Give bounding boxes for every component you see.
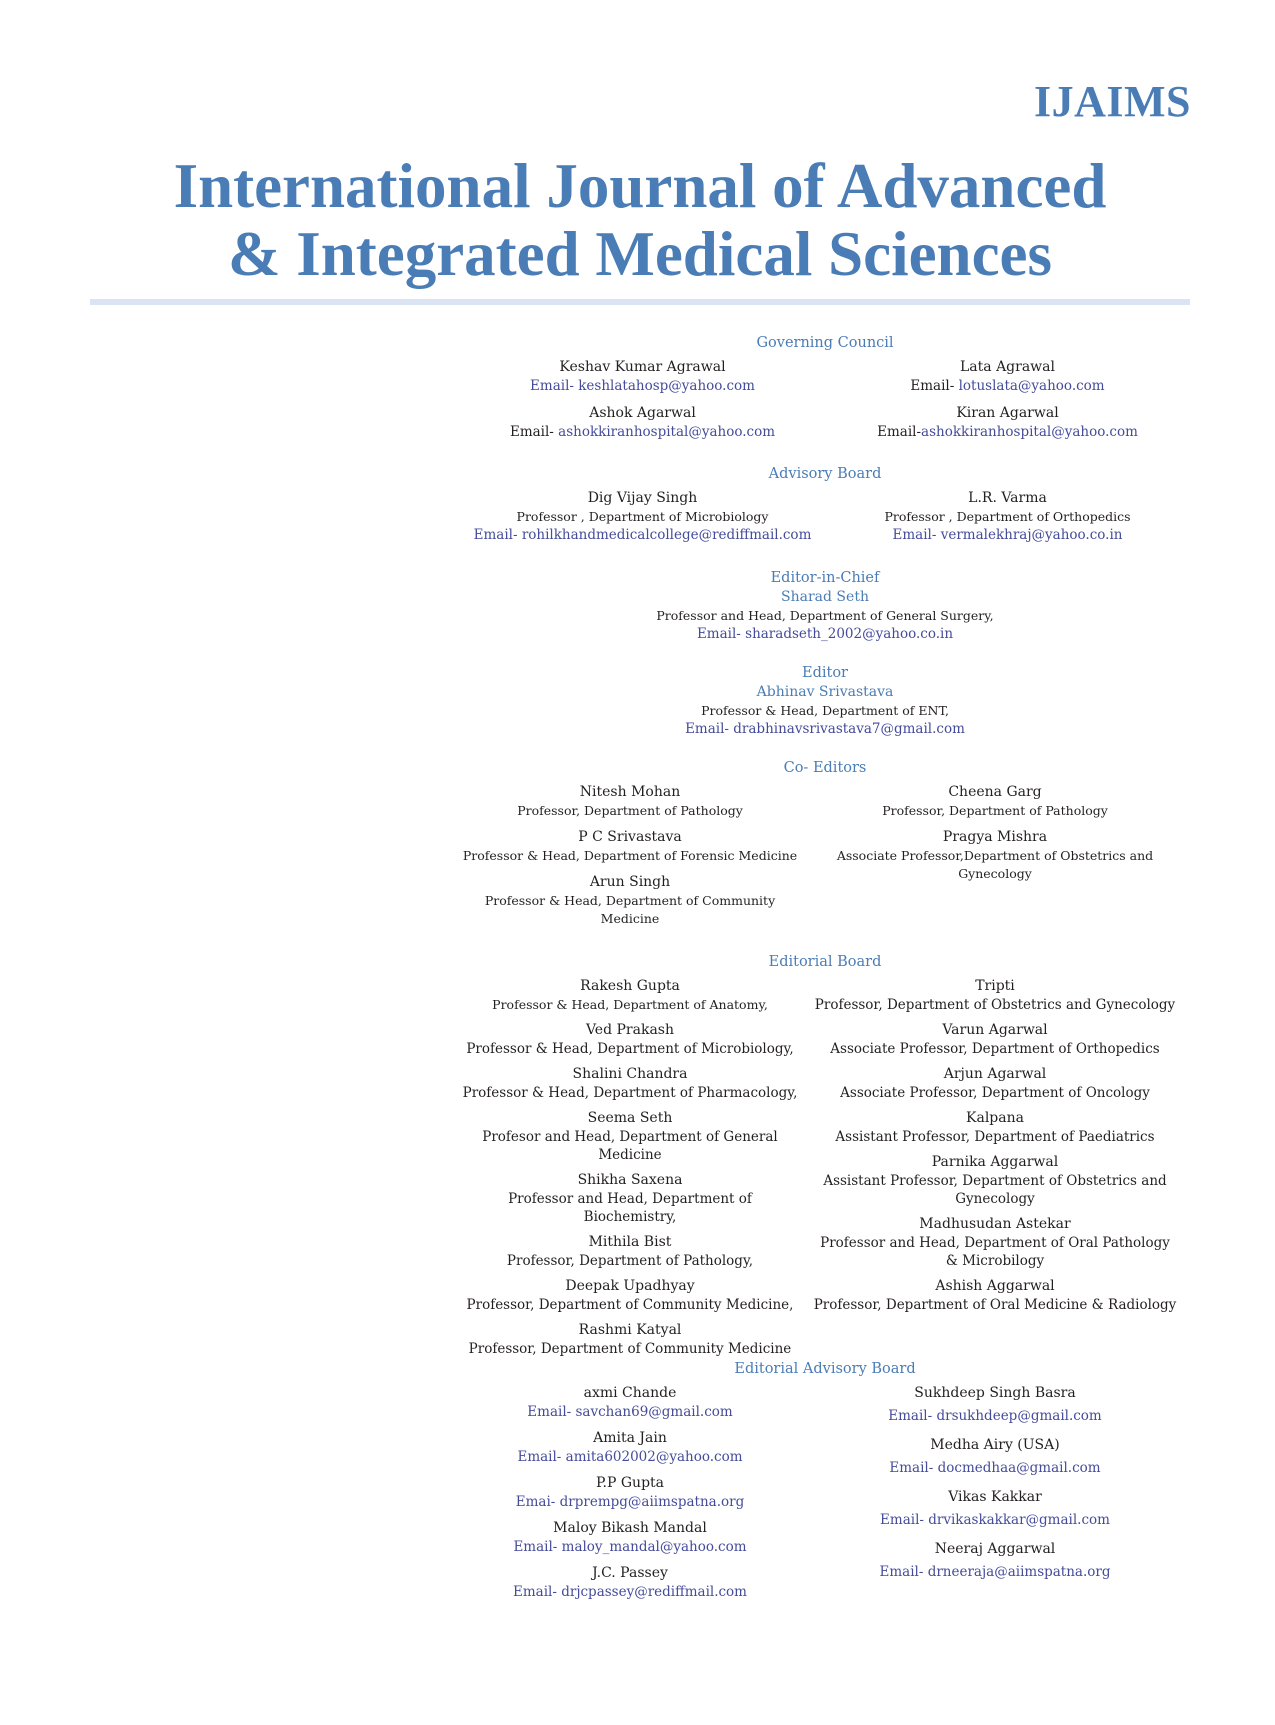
member-name: Shalini Chandra [572, 1066, 688, 1082]
email-label: Email- [509, 424, 554, 440]
editorial-board-right [800, 977, 1190, 1364]
editor-in-chief-section [460, 568, 1190, 644]
editorial-board-section [460, 952, 1190, 1364]
section-title: Editor [802, 665, 848, 681]
member-role: Professor & Head, Department of Community Medicine [484, 893, 776, 926]
member-email-link[interactable]: drneeraja@aiimspatna.org [927, 1564, 1111, 1580]
member-name: Nitesh Mohan [579, 784, 681, 800]
member-role: Associate Professor, Department of Orthopedics [830, 1041, 1160, 1057]
member-email-line [800, 1511, 1190, 1530]
email-label: Email- [888, 1408, 933, 1424]
email-label: Email- [877, 424, 922, 440]
member-email-link[interactable]: drprempg@aiimspatna.org [559, 1494, 745, 1510]
journal-title [90, 152, 1190, 288]
email-label: Email- [527, 1404, 572, 1420]
member-name: Pragya Mishra [942, 829, 1048, 845]
member-name: Varun Agarwal [942, 1022, 1048, 1038]
section-title: Advisory Board [768, 466, 882, 482]
email-label: Email- [889, 1460, 934, 1476]
editor-role: Professor & Head, Department of ENT, [701, 703, 949, 718]
member-name: Medha Airy (USA) [930, 1437, 1060, 1453]
member-role: Professor & Head, Department of Forensic Medicine [462, 848, 798, 863]
member-email-link[interactable]: ashokkiranhospital@yahoo.com [558, 424, 776, 440]
member-email-link[interactable]: rohilkhandmedicalcollege@rediffmail.com [521, 527, 812, 543]
member-role: Professor, Department of Obstetrics and Gynecology [814, 997, 1176, 1013]
member-role: Professor & Head, Department of Pharmacology, [462, 1085, 798, 1101]
member-email-line [800, 1459, 1190, 1478]
section-title: Editor-in-Chief [770, 570, 880, 586]
member-name: Arjun Agarwal [943, 1066, 1047, 1082]
member-role: Professor, Department of Pathology, [506, 1253, 754, 1269]
member-role: Professor, Department of Pathology [882, 803, 1108, 818]
email-label: Email- [513, 1584, 557, 1600]
section-title: Editorial Advisory Board [734, 1361, 916, 1377]
member-name: Kalpana [966, 1110, 1024, 1126]
member-email-line [800, 1407, 1190, 1426]
member-role: Professor, Department of Pathology [517, 803, 743, 818]
editorial-advisory-right [800, 1384, 1190, 1608]
editorial-advisory-left [460, 1384, 800, 1608]
member-email-link[interactable]: drabhinavsrivastava7@gmail.com [733, 721, 965, 737]
member-name: Arun Singh [589, 874, 671, 890]
title-line-2: & Integrated Medical Sciences [227, 219, 1053, 289]
member-name: Vikas Kakkar [948, 1489, 1042, 1505]
member-name: Mithila Bist [588, 1234, 672, 1250]
member-email-link[interactable]: drjcpassey@rediffmail.com [561, 1584, 747, 1600]
member-email-line [825, 377, 1190, 396]
advisory-board-left [460, 489, 825, 545]
member-email-line [460, 1493, 800, 1512]
member-name: P C Srivastava [578, 829, 682, 845]
member-role: Profesor and Head, Department of General Medicine [482, 1129, 778, 1163]
member-email-line [460, 526, 825, 545]
member-email-line [460, 1448, 800, 1467]
member-role: Associate Professor,Department of Obstetrics and Gynecology [836, 848, 1154, 881]
title-line-1: International Journal of Advanced [173, 151, 1107, 221]
email-label: Emai- [515, 1494, 556, 1510]
member-name: Rashmi Katyal [578, 1322, 682, 1338]
member-email-line [460, 1538, 800, 1557]
email-label: Email- [892, 527, 937, 543]
member-name: Deepak Upadhyay [565, 1278, 695, 1294]
email-label: Email- [880, 1512, 924, 1528]
member-email-link[interactable]: savchan69@gmail.com [575, 1404, 733, 1420]
member-name: Cheena Garg [948, 784, 1042, 800]
email-label: Email- [517, 1449, 562, 1465]
member-role: Professor , Department of Microbiology [516, 509, 769, 524]
editor-in-chief-role: Professor and Head, Department of General Surgery, [656, 608, 994, 623]
email-label: Email- [530, 378, 574, 394]
email-label: Email- [513, 1539, 558, 1555]
co-editors-section [460, 758, 1190, 934]
member-email-line [460, 720, 1190, 739]
member-name: P.P Gupta [595, 1475, 665, 1491]
member-role: Assistant Professor, Department of Paediatrics [835, 1129, 1155, 1145]
member-email-line [825, 423, 1190, 442]
editorial-board-left [460, 977, 800, 1364]
email-label: Email- [910, 378, 955, 394]
member-role: Associate Professor, Department of Oncology [840, 1085, 1150, 1101]
member-email-link[interactable]: vermalekhraj@yahoo.co.in [940, 527, 1123, 543]
governing-council-left [460, 358, 825, 448]
member-name: Dig Vijay Singh [587, 490, 698, 506]
member-email-link[interactable]: drvikaskakkar@gmail.com [928, 1512, 1110, 1528]
editor-in-chief-name: Sharad Seth [781, 589, 869, 605]
governing-council-right [825, 358, 1190, 448]
member-name: Keshav Kumar Agrawal [559, 359, 726, 375]
member-name: Rakesh Gupta [580, 978, 680, 994]
member-role: Professor and Head, Department of Biochemistry, [508, 1191, 752, 1225]
member-name: Kiran Agarwal [956, 405, 1059, 421]
journal-logo: IJAIMS [1033, 77, 1191, 126]
member-name: Maloy Bikash Mandal [553, 1520, 707, 1536]
member-email-link[interactable]: drsukhdeep@gmail.com [936, 1408, 1102, 1424]
member-email-link[interactable]: keshlatahosp@yahoo.com [578, 378, 755, 394]
section-title: Governing Council [756, 335, 894, 351]
member-name: Lata Agrawal [960, 359, 1055, 375]
member-name: J.C. Passey [592, 1565, 668, 1581]
member-name: Seema Seth [587, 1110, 673, 1126]
member-name: Ashok Agarwal [589, 405, 696, 421]
email-label: Email- [473, 527, 518, 543]
advisory-board-right [825, 489, 1190, 545]
section-title: Co- Editors [783, 760, 867, 776]
email-label: Email- [879, 1564, 924, 1580]
advisory-board-section [460, 464, 1190, 545]
member-role: Professor, Department of Community Medicine, [466, 1297, 794, 1313]
member-email-link[interactable]: docmedhaa@gmail.com [937, 1460, 1101, 1476]
member-email-link[interactable]: ashokkiranhospital@yahoo.com [921, 424, 1138, 440]
member-role: Professor and Head, Department of Oral Pathology & Microbilogy [820, 1235, 1170, 1269]
header-divider [90, 299, 1190, 305]
member-role: Professor & Head, Department of Microbiology, [466, 1041, 794, 1057]
member-name: Shikha Saxena [577, 1172, 683, 1188]
member-name: Madhusudan Astekar [919, 1216, 1071, 1232]
co-editors-right [800, 783, 1190, 934]
member-email-line [460, 1583, 800, 1602]
member-role: Professor & Head, Department of Anatomy, [492, 997, 768, 1012]
member-role: Professor , Department of Orthopedics [884, 509, 1131, 524]
member-email-link[interactable]: sharadseth_2002@yahoo.co.in [745, 626, 954, 642]
member-name: Tripti [975, 978, 1015, 994]
member-email-line [825, 526, 1190, 545]
member-email-link[interactable]: maloy_mandal@yahoo.com [561, 1539, 747, 1555]
member-email-link[interactable]: amita602002@yahoo.com [565, 1449, 743, 1465]
member-name: Ved Prakash [585, 1022, 674, 1038]
member-email-line [460, 423, 825, 442]
editor-section [460, 663, 1190, 739]
member-name: L.R. Varma [968, 490, 1047, 506]
member-name: axmi Chande [583, 1385, 677, 1401]
editorial-advisory-board-section [460, 1359, 1190, 1608]
member-role: Professor, Department of Oral Medicine & Radiology [813, 1297, 1177, 1313]
member-email-link[interactable]: lotuslata@yahoo.com [958, 378, 1105, 394]
member-name: Ashish Aggarwal [935, 1278, 1055, 1294]
section-title: Editorial Board [768, 954, 882, 970]
governing-council-section [460, 333, 1190, 448]
member-name: Parnika Aggarwal [931, 1154, 1059, 1170]
email-label: Email- [685, 721, 729, 737]
email-label: Email- [696, 626, 741, 642]
editor-name: Abhinav Srivastava [756, 684, 894, 700]
member-name: Sukhdeep Singh Basra [914, 1385, 1076, 1401]
member-role: Assistant Professor, Department of Obstetrics and Gynecology [823, 1173, 1167, 1207]
member-name: Amita Jain [593, 1430, 667, 1446]
member-name: Neeraj Aggarwal [934, 1541, 1056, 1557]
member-role: Professor, Department of Community Medicine [468, 1341, 792, 1357]
member-email-line [460, 625, 1190, 644]
member-email-line [800, 1563, 1190, 1582]
co-editors-left [460, 783, 800, 934]
member-email-line [460, 377, 825, 396]
member-email-line [460, 1403, 800, 1422]
